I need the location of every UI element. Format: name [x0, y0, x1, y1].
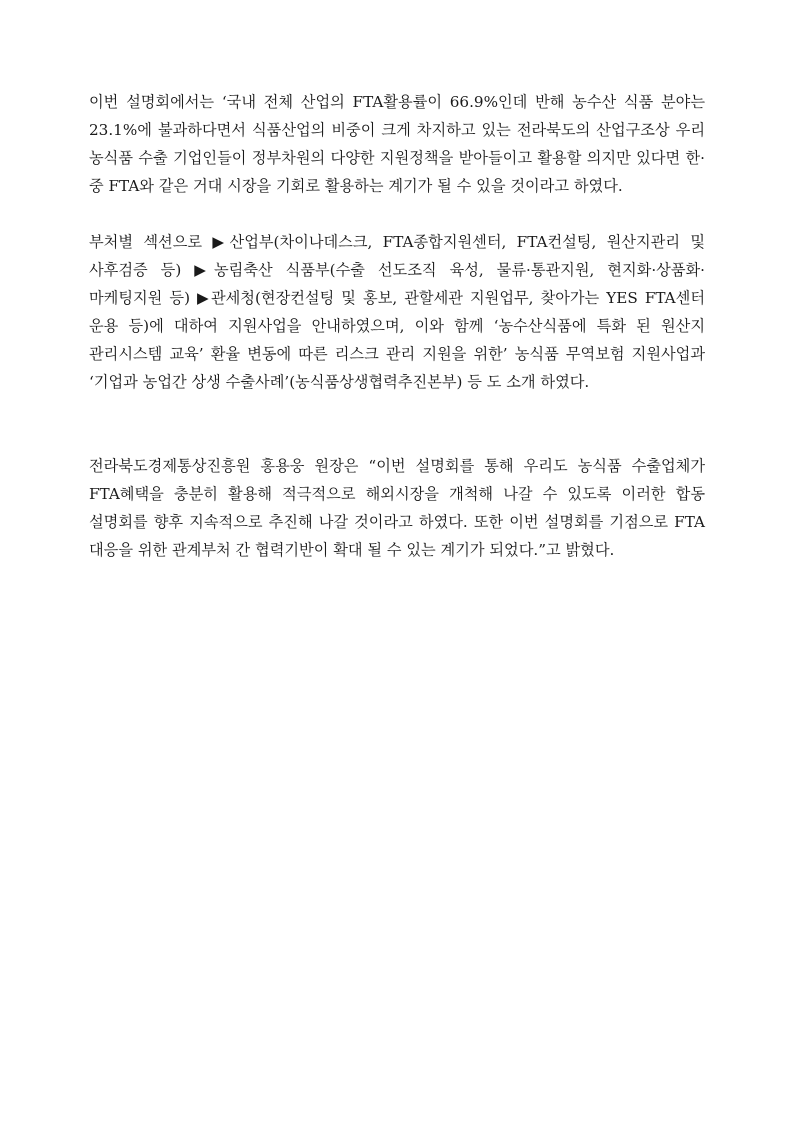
paragraph-director-quote: 전라북도경제통상진흥원 홍용웅 원장은 “이번 설명회를 통해 우리도 농식품 수출업체가 FTA혜택을 충분히 활용해 적극적으로 해외시장을 개척해 나갈 수 있도록 이러한 합동 설명회를 향후 지속적으로 추진해 나갈 것이라고 하였다. 또한 이번 설명회를 기점으로 FTA 대응을 위한 관계부처 간 협력기반이 확대 될 수 있는 계기가 되었다.”고 밝혔다. — [89, 457, 705, 559]
document-body — [89, 88, 705, 564]
paragraph-ministry-sections: 부처별 섹션으로 ▶산업부(차이나데스크, FTA종합지원센터, FTA컨설팅, 원산지관리 및 사후검증 등) ▶농림축산 식품부(수출 선도조직 육성, 물류·통관지원, 현지화·상품화·마케팅지원 등) ▶관세청(현장컨설팅 및 홍보, 관할세관 지원업무, 찾아가는 YES FTA센터 운용 등)에 대하여 지원사업을 안내하였으며, 이와 함께 ‘농수산식품에 특화 된 원산지 관리시스템 교육’ 환율 변동에 따른 리스크 관리 지원을 위한’ 농식품 무역보험 지원사업과 ‘기업과 농업간 상생 수출사례’(농식품상생협력추진본부) 등 도 소개 하였다. — [89, 233, 705, 391]
paragraph-briefing-summary: 이번 설명회에서는 ‘국내 전체 산업의 FTA활용률이 66.9%인데 반해 농수산 식품 분야는 23.1%에 불과하다면서 식품산업의 비중이 크게 차지하고 있는 전라북도의 산업구조상 우리 농식품 수출 기업인들이 정부차원의 다양한 지원정책을 받아들이고 활용할 의지만 있다면 한·중 FTA와 같은 거대 시장을 기회로 활용하는 계기가 될 수 있을 것이라고 하였다. — [89, 93, 705, 195]
